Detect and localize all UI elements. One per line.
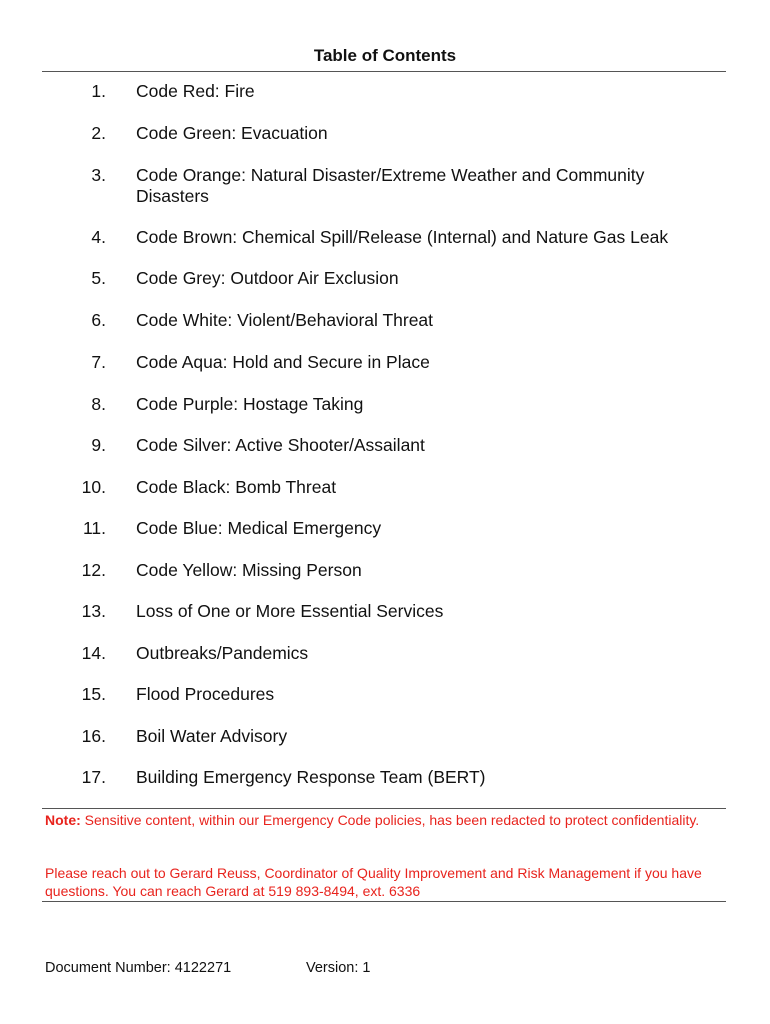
toc-item-number: 9. bbox=[91, 435, 106, 455]
page-title: Table of Contents bbox=[313, 46, 457, 65]
toc-item-number: 5. bbox=[91, 268, 106, 288]
toc-item-number: 1. bbox=[91, 81, 106, 101]
toc-item-number: 6. bbox=[91, 310, 106, 330]
title-divider bbox=[42, 71, 726, 72]
toc-item-label: Code Brown: Chemical Spill/Release (Internal) and Nature Gas Leak bbox=[136, 227, 669, 247]
toc-item-number: 14. bbox=[81, 643, 106, 663]
version-label: Version: 1 bbox=[306, 960, 371, 976]
toc-item-label: Code Yellow: Missing Person bbox=[136, 560, 362, 580]
toc-item-number: 16. bbox=[81, 726, 106, 746]
note-label: Note: bbox=[45, 812, 81, 828]
toc-item-number: 12. bbox=[81, 560, 106, 580]
toc-item-number: 3. bbox=[91, 165, 106, 185]
toc-item-label: Code Aqua: Hold and Secure in Place bbox=[136, 352, 430, 372]
contact-note: Please reach out to Gerard Reuss, Coordinator of Quality Improvement and Risk Management if you have questions. You can reach Gerard at 519 893-8494, ext. 6336 bbox=[45, 865, 702, 899]
toc-item-label: Code Green: Evacuation bbox=[136, 123, 328, 143]
toc-item-label: Code Orange: Natural Disaster/Extreme Weather and Community Disasters bbox=[136, 165, 645, 206]
document-number: Document Number: 4122271 bbox=[45, 960, 232, 976]
note-text: Sensitive content, within our Emergency Code policies, has been redacted to protect confidentiality. bbox=[80, 812, 700, 828]
toc-item-number: 13. bbox=[81, 601, 106, 621]
toc-item-number: 2. bbox=[91, 123, 106, 143]
toc-item-label: Code White: Violent/Behavioral Threat bbox=[136, 310, 434, 330]
note-divider bbox=[42, 808, 726, 809]
toc-item-label: Code Purple: Hostage Taking bbox=[136, 394, 364, 414]
toc-item-label: Code Black: Bomb Threat bbox=[136, 477, 337, 497]
toc-item-label: Code Silver: Active Shooter/Assailant bbox=[136, 435, 425, 455]
toc-item-number: 7. bbox=[91, 352, 106, 372]
toc-item-label: Building Emergency Response Team (BERT) bbox=[136, 767, 486, 787]
toc-item-number: 17. bbox=[81, 767, 106, 787]
toc-item-number: 15. bbox=[81, 684, 106, 704]
toc-item-label: Loss of One or More Essential Services bbox=[136, 601, 444, 621]
toc-item-label: Boil Water Advisory bbox=[136, 726, 288, 746]
toc-item-label: Outbreaks/Pandemics bbox=[136, 643, 309, 663]
toc-item-label: Flood Procedures bbox=[136, 684, 275, 704]
toc-item-label: Code Blue: Medical Emergency bbox=[136, 518, 382, 538]
toc-item-number: 10. bbox=[81, 477, 106, 497]
toc-item-number: 4. bbox=[91, 227, 106, 247]
toc-item-label: Code Grey: Outdoor Air Exclusion bbox=[136, 268, 399, 288]
toc-item-number: 11. bbox=[82, 518, 106, 538]
toc-item-number: 8. bbox=[91, 394, 106, 414]
footer-divider bbox=[42, 901, 726, 902]
toc-item-label: Code Red: Fire bbox=[136, 81, 255, 101]
redaction-note bbox=[45, 812, 735, 830]
